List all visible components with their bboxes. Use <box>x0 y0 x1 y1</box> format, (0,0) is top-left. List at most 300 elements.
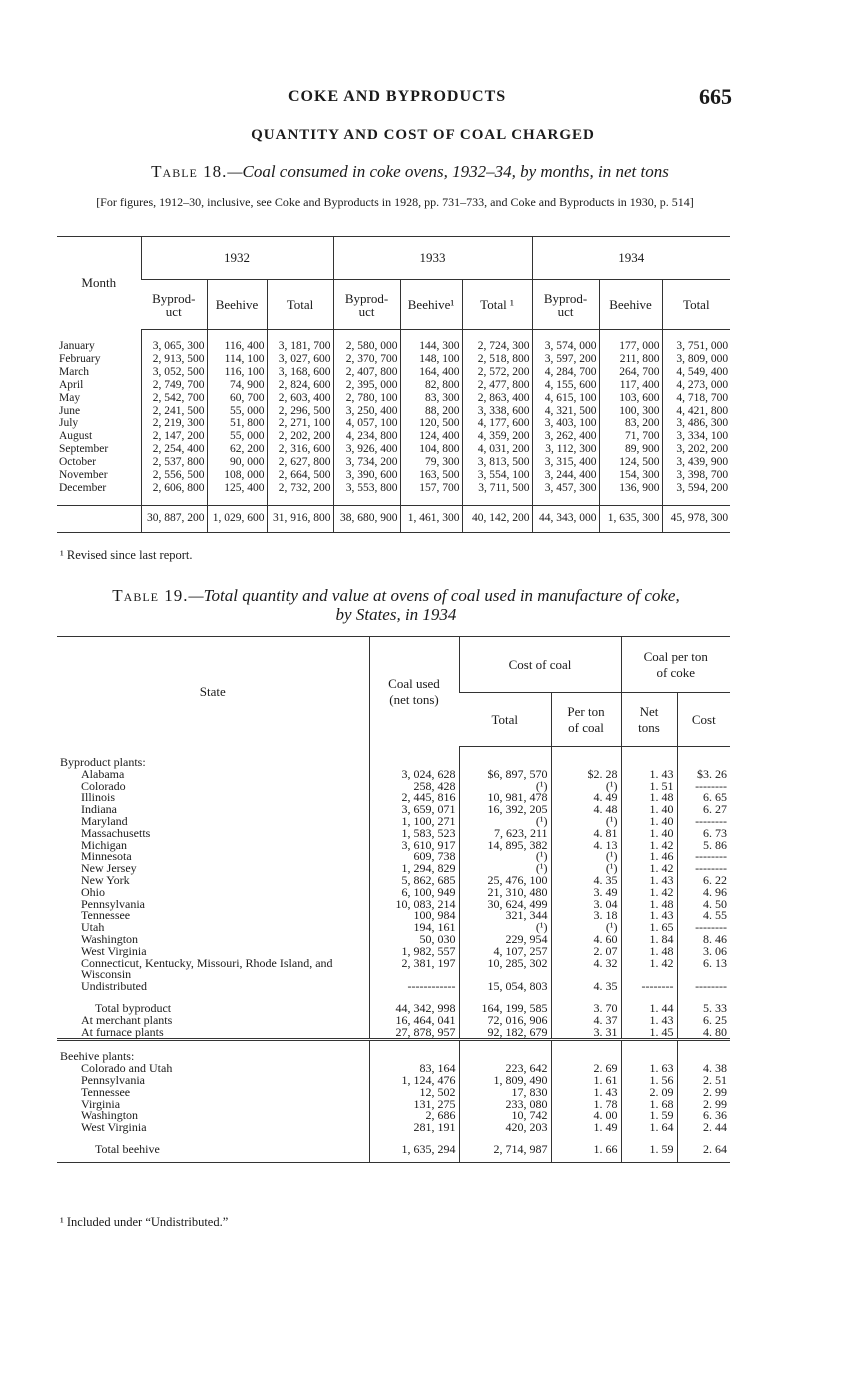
value-cell: 3, 065, 300 <box>141 340 207 353</box>
value-cell: 4, 155, 600 <box>532 379 599 392</box>
value-cell: 164, 400 <box>400 366 462 379</box>
value-cell: (¹) <box>459 922 551 934</box>
value-cell: 21, 310, 480 <box>459 887 551 899</box>
value-cell: 3, 334, 100 <box>662 430 730 443</box>
value-cell: 90, 000 <box>207 456 267 469</box>
table18-column-header: Total <box>267 280 333 330</box>
value-cell: 3, 594, 200 <box>662 482 730 495</box>
value-cell: (¹) <box>459 816 551 828</box>
value-cell: 1, 294, 829 <box>369 863 459 875</box>
month-cell: December <box>59 481 107 494</box>
value-cell: 3, 027, 600 <box>267 353 333 366</box>
value-cell: 25, 476, 100 <box>459 875 551 887</box>
value-cell: 3, 052, 500 <box>141 366 207 379</box>
value-cell: 1. 43 <box>551 1087 621 1099</box>
value-cell: 2, 686 <box>369 1110 459 1122</box>
value-cell: 104, 800 <box>400 443 462 456</box>
value-cell: (¹) <box>551 922 621 934</box>
value-cell: -------- <box>677 816 730 828</box>
value-cell: 1. 48 <box>621 946 677 958</box>
table-row <box>57 1027 730 1040</box>
table18-column-header: Beehive¹ <box>400 280 462 330</box>
state-cell: Ohio <box>81 884 105 899</box>
value-cell: 1. 59 <box>621 1144 677 1162</box>
month-cell: November <box>59 469 108 482</box>
value-cell: 3, 809, 000 <box>662 353 730 366</box>
value-cell: 3, 244, 400 <box>532 469 599 482</box>
value-cell: 3, 711, 500 <box>462 482 532 495</box>
value-cell: 12, 502 <box>369 1087 459 1099</box>
value-cell: 1, 124, 476 <box>369 1075 459 1087</box>
value-cell: 4, 421, 800 <box>662 405 730 418</box>
table-row <box>57 804 730 816</box>
year-1934-header: 1934 <box>532 237 730 280</box>
value-cell: 3, 457, 300 <box>532 482 599 495</box>
value-cell: 83, 300 <box>400 392 462 405</box>
value-cell: 3, 390, 600 <box>333 469 400 482</box>
value-cell: 2, 202, 200 <box>267 430 333 443</box>
value-cell: 4. 50 <box>677 899 730 911</box>
value-cell: 144, 300 <box>400 340 462 353</box>
value-cell: 1. 68 <box>621 1099 677 1111</box>
value-cell: 2, 296, 500 <box>267 405 333 418</box>
blank-cell <box>57 505 141 532</box>
table-row <box>57 482 730 495</box>
table-row <box>57 379 730 392</box>
total-cell: 1, 461, 300 <box>400 505 462 532</box>
value-cell: 2. 09 <box>621 1087 677 1099</box>
month-cell: August <box>59 430 93 443</box>
running-title: COKE AND BYPRODUCTS <box>288 88 507 105</box>
value-cell: 6. 73 <box>677 828 730 840</box>
value-cell: 4, 359, 200 <box>462 430 532 443</box>
value-cell: $6, 897, 570 <box>459 769 551 781</box>
total-cell: 40, 142, 200 <box>462 505 532 532</box>
month-cell: January <box>59 340 95 352</box>
state-cell: Washington <box>81 1108 139 1123</box>
value-cell: 1. 43 <box>621 1015 677 1027</box>
total-cell: 44, 343, 000 <box>532 505 599 532</box>
value-cell: 3. 06 <box>677 946 730 958</box>
value-cell: 3, 439, 900 <box>662 456 730 469</box>
table-row <box>57 353 730 366</box>
value-cell: 3, 403, 100 <box>532 417 599 430</box>
value-cell: 1. 63 <box>621 1063 677 1075</box>
value-cell: 2, 381, 197 <box>369 958 459 982</box>
value-cell: 2, 254, 400 <box>141 443 207 456</box>
table-row <box>57 851 730 863</box>
value-cell: 4, 234, 800 <box>333 430 400 443</box>
value-cell: 2, 241, 500 <box>141 405 207 418</box>
value-cell: 264, 700 <box>599 366 662 379</box>
value-cell: 3, 202, 200 <box>662 443 730 456</box>
value-cell: (¹) <box>459 851 551 863</box>
value-cell: 1. 46 <box>621 851 677 863</box>
value-cell: 7, 623, 211 <box>459 828 551 840</box>
table-row <box>57 781 730 793</box>
total-cell: 30, 887, 200 <box>141 505 207 532</box>
table-spacer <box>57 747 730 758</box>
table18-column-header: Beehive <box>207 280 267 330</box>
value-cell: 420, 203 <box>459 1122 551 1134</box>
table-row <box>57 1075 730 1087</box>
value-cell: -------- <box>677 781 730 793</box>
state-cell: Indiana <box>81 802 117 817</box>
value-cell: -------- <box>621 981 677 993</box>
value-cell: 1. 43 <box>621 769 677 781</box>
value-cell: 233, 080 <box>459 1099 551 1111</box>
value-cell: 1. 43 <box>621 875 677 887</box>
value-cell: 3. 04 <box>551 899 621 911</box>
value-cell: 10, 981, 478 <box>459 792 551 804</box>
month-cell: October <box>59 456 97 469</box>
value-cell: 4. 38 <box>677 1063 730 1075</box>
totals-row <box>57 505 730 532</box>
value-cell: 5, 862, 685 <box>369 875 459 887</box>
value-cell: 1. 66 <box>551 1144 621 1162</box>
state-header: State <box>57 637 369 747</box>
state-cell: Pennsylvania <box>81 896 145 911</box>
value-cell: 2, 407, 800 <box>333 366 400 379</box>
value-cell: 2. 07 <box>551 946 621 958</box>
value-cell: 229, 954 <box>459 934 551 946</box>
value-cell: (¹) <box>459 781 551 793</box>
value-cell: 1, 100, 271 <box>369 816 459 828</box>
value-cell: 14, 895, 382 <box>459 840 551 852</box>
table-row <box>57 456 730 469</box>
table-row <box>57 1087 730 1099</box>
value-cell: 4, 057, 100 <box>333 417 400 430</box>
month-cell: April <box>59 378 84 391</box>
value-cell: 2, 714, 987 <box>459 1144 551 1162</box>
value-cell: 4. 80 <box>677 1027 730 1040</box>
value-cell: 71, 700 <box>599 430 662 443</box>
value-cell: 321, 344 <box>459 910 551 922</box>
value-cell: 1. 42 <box>621 887 677 899</box>
value-cell: 3, 112, 300 <box>532 443 599 456</box>
value-cell: 4, 321, 500 <box>532 405 599 418</box>
table-row <box>57 934 730 946</box>
value-cell: 3, 813, 500 <box>462 456 532 469</box>
value-cell: 2, 749, 700 <box>141 379 207 392</box>
total-cell: 1, 635, 300 <box>599 505 662 532</box>
value-cell: 8. 46 <box>677 934 730 946</box>
value-cell: 1. 59 <box>621 1110 677 1122</box>
table18-caption-text: —Coal consumed in coke ovens, 1932–34, by months, in net tons <box>227 162 669 181</box>
table-row <box>57 469 730 482</box>
value-cell: 1. 61 <box>551 1075 621 1087</box>
value-cell: 2, 370, 700 <box>333 353 400 366</box>
value-cell: 136, 900 <box>599 482 662 495</box>
value-cell: 2, 316, 600 <box>267 443 333 456</box>
value-cell: 4, 107, 257 <box>459 946 551 958</box>
value-cell: 4. 32 <box>551 958 621 982</box>
month-cell: June <box>59 404 81 417</box>
value-cell: 6. 65 <box>677 792 730 804</box>
value-cell: 1. 64 <box>621 1122 677 1134</box>
value-cell: 17, 830 <box>459 1087 551 1099</box>
table-row <box>57 887 730 899</box>
value-cell: 2, 556, 500 <box>141 469 207 482</box>
value-cell: 3, 168, 600 <box>267 366 333 379</box>
value-cell: 2, 580, 000 <box>333 340 400 353</box>
value-cell: -------- <box>677 851 730 863</box>
table19-caption-line2: by States, in 1934 <box>335 605 457 624</box>
value-cell: 2, 542, 700 <box>141 392 207 405</box>
value-cell: 2, 603, 400 <box>267 392 333 405</box>
page-number: 665 <box>699 84 732 109</box>
table-row <box>57 828 730 840</box>
value-cell: -------- <box>677 863 730 875</box>
value-cell: 62, 200 <box>207 443 267 456</box>
value-cell: 2. 51 <box>677 1075 730 1087</box>
value-cell: -------- <box>677 922 730 934</box>
net-tons-header: Net tons <box>621 693 677 747</box>
state-cell: New York <box>81 872 130 887</box>
value-cell: 15, 054, 803 <box>459 981 551 993</box>
value-cell: 3, 338, 600 <box>462 405 532 418</box>
value-cell: 2, 724, 300 <box>462 340 532 353</box>
state-cell: Total byproduct <box>95 1000 172 1015</box>
year-1933-header: 1933 <box>333 237 532 280</box>
table-row <box>57 769 730 781</box>
value-cell: 89, 900 <box>599 443 662 456</box>
value-cell: 5. 33 <box>677 1003 730 1015</box>
table-row <box>57 1122 730 1134</box>
cost-header: Cost <box>677 693 730 747</box>
value-cell: 1. 40 <box>621 828 677 840</box>
value-cell: 4. 13 <box>551 840 621 852</box>
value-cell: 4. 60 <box>551 934 621 946</box>
value-cell: 1. 84 <box>621 934 677 946</box>
table18-column-header: Byprod- uct <box>141 280 207 330</box>
value-cell: 1. 43 <box>621 910 677 922</box>
value-cell: 1, 982, 557 <box>369 946 459 958</box>
table-row <box>57 392 730 405</box>
year-1932-header: 1932 <box>141 237 333 280</box>
value-cell: 1. 48 <box>621 899 677 911</box>
value-cell: (¹) <box>551 781 621 793</box>
value-cell: 2, 518, 800 <box>462 353 532 366</box>
table19-label: Table 19. <box>112 586 189 605</box>
value-cell: 124, 400 <box>400 430 462 443</box>
value-cell: 4, 273, 000 <box>662 379 730 392</box>
table-row <box>57 958 730 982</box>
value-cell: 3. 49 <box>551 887 621 899</box>
table-row <box>57 899 730 911</box>
month-cell: July <box>59 417 79 430</box>
state-cell: At merchant plants <box>81 1012 173 1027</box>
value-cell: (¹) <box>551 816 621 828</box>
value-cell: 2, 824, 600 <box>267 379 333 392</box>
total-cell: 1, 029, 600 <box>207 505 267 532</box>
table-row <box>57 840 730 852</box>
month-cell: February <box>59 352 101 365</box>
value-cell: 3. 18 <box>551 910 621 922</box>
value-cell: 6, 100, 949 <box>369 887 459 899</box>
value-cell: 3, 926, 400 <box>333 443 400 456</box>
value-cell: 1, 583, 523 <box>369 828 459 840</box>
value-cell: 1. 78 <box>551 1099 621 1111</box>
value-cell: 16, 464, 041 <box>369 1015 459 1027</box>
total-cell: 38, 680, 900 <box>333 505 400 532</box>
total-cost-header: Total <box>459 693 551 747</box>
table18-column-header: Byprod- uct <box>532 280 599 330</box>
value-cell: 4, 615, 100 <box>532 392 599 405</box>
state-cell: Connecticut, Kentucky, Missouri, Rhode Island, and Wisconsin <box>81 955 333 982</box>
table18-column-header: Byprod- uct <box>333 280 400 330</box>
table18-column-header: Total <box>662 280 730 330</box>
table-row <box>57 922 730 934</box>
value-cell: 1. 40 <box>621 816 677 828</box>
value-cell: 3, 553, 800 <box>333 482 400 495</box>
value-cell: 4. 55 <box>677 910 730 922</box>
value-cell: 1. 42 <box>621 958 677 982</box>
value-cell: 6. 22 <box>677 875 730 887</box>
value-cell: 74, 900 <box>207 379 267 392</box>
value-cell: 2. 69 <box>551 1063 621 1075</box>
value-cell: 83, 164 <box>369 1063 459 1075</box>
table-row <box>57 816 730 828</box>
state-cell: West Virginia <box>81 943 147 958</box>
state-cell: Illinois <box>81 790 116 805</box>
value-cell: 125, 400 <box>207 482 267 495</box>
value-cell: 154, 300 <box>599 469 662 482</box>
table-row <box>57 875 730 887</box>
value-cell: 114, 100 <box>207 353 267 366</box>
value-cell: 4, 718, 700 <box>662 392 730 405</box>
state-cell: At furnace plants <box>81 1024 164 1039</box>
value-cell: 100, 300 <box>599 405 662 418</box>
value-cell: 258, 428 <box>369 781 459 793</box>
section-title: QUANTITY AND COST OF COAL CHARGED <box>251 127 595 143</box>
value-cell: $2. 28 <box>551 769 621 781</box>
value-cell: 2, 147, 200 <box>141 430 207 443</box>
coal-used-header: Coal used (net tons) <box>369 637 459 747</box>
value-cell: 3. 31 <box>551 1027 621 1040</box>
value-cell: $3. 26 <box>677 769 730 781</box>
value-cell: 4. 48 <box>551 804 621 816</box>
value-cell: 211, 800 <box>599 353 662 366</box>
month-cell: May <box>59 391 81 404</box>
value-cell: 3, 751, 000 <box>662 340 730 353</box>
table-row <box>57 981 730 993</box>
value-cell: 177, 000 <box>599 340 662 353</box>
value-cell: 1. 44 <box>621 1003 677 1015</box>
value-cell: 1. 42 <box>621 840 677 852</box>
value-cell: 3. 70 <box>551 1003 621 1015</box>
value-cell: 103, 600 <box>599 392 662 405</box>
value-cell: 2, 219, 300 <box>141 417 207 430</box>
state-cell: Colorado and Utah <box>81 1061 173 1076</box>
value-cell: 1. 45 <box>621 1027 677 1040</box>
value-cell: 3, 659, 071 <box>369 804 459 816</box>
value-cell: 2, 780, 100 <box>333 392 400 405</box>
value-cell: 117, 400 <box>599 379 662 392</box>
value-cell: 72, 016, 906 <box>459 1015 551 1027</box>
total-cell: 45, 978, 300 <box>662 505 730 532</box>
page-header <box>0 84 846 114</box>
value-cell: 3, 398, 700 <box>662 469 730 482</box>
value-cell: 55, 000 <box>207 405 267 418</box>
table-row <box>57 405 730 418</box>
value-cell: 3, 262, 400 <box>532 430 599 443</box>
value-cell: 10, 083, 214 <box>369 899 459 911</box>
value-cell: 1. 51 <box>621 781 677 793</box>
value-cell: 124, 500 <box>599 456 662 469</box>
value-cell: 44, 342, 998 <box>369 1003 459 1015</box>
table-row <box>57 1099 730 1111</box>
value-cell: 2, 627, 800 <box>267 456 333 469</box>
value-cell: 3, 610, 917 <box>369 840 459 852</box>
value-cell: 30, 624, 499 <box>459 899 551 911</box>
value-cell: 88, 200 <box>400 405 462 418</box>
state-cell: Maryland <box>81 813 128 828</box>
value-cell: 3, 554, 100 <box>462 469 532 482</box>
byproduct-heading-row <box>57 757 730 769</box>
state-cell: West Virginia <box>81 1120 147 1135</box>
value-cell: 2. 64 <box>677 1144 730 1162</box>
value-cell: 82, 800 <box>400 379 462 392</box>
value-cell: 148, 100 <box>400 353 462 366</box>
table-spacer <box>57 1040 730 1052</box>
value-cell: 6. 13 <box>677 958 730 982</box>
value-cell: 3, 250, 400 <box>333 405 400 418</box>
value-cell: 6. 25 <box>677 1015 730 1027</box>
value-cell: (¹) <box>551 851 621 863</box>
value-cell: 6. 36 <box>677 1110 730 1122</box>
value-cell: 4, 549, 400 <box>662 366 730 379</box>
value-cell: 157, 700 <box>400 482 462 495</box>
value-cell: 4. 96 <box>677 887 730 899</box>
total-cell: 31, 916, 800 <box>267 505 333 532</box>
group-heading: Byproduct plants: <box>60 755 146 769</box>
value-cell: 2, 537, 800 <box>141 456 207 469</box>
table18-note: [For figures, 1912–30, inclusive, see Coke and Byproducts in 1928, pp. 731–733, and Coke and Byproducts in 1930, p. 514] <box>96 195 694 209</box>
value-cell: 2, 477, 800 <box>462 379 532 392</box>
value-cell: 1, 635, 294 <box>369 1144 459 1162</box>
value-cell: 27, 878, 957 <box>369 1027 459 1040</box>
month-cell: March <box>59 365 90 378</box>
value-cell: 1. 48 <box>621 792 677 804</box>
value-cell: 4, 177, 600 <box>462 417 532 430</box>
month-cell: September <box>59 443 109 456</box>
table-row <box>57 1063 730 1075</box>
value-cell: 108, 000 <box>207 469 267 482</box>
value-cell: 60, 700 <box>207 392 267 405</box>
value-cell: 50, 030 <box>369 934 459 946</box>
table-spacer <box>57 495 730 506</box>
value-cell: 223, 642 <box>459 1063 551 1075</box>
table-row <box>57 366 730 379</box>
coal-per-ton-header: Coal per ton of coke <box>621 637 730 693</box>
table-row <box>57 417 730 430</box>
table18-label: Table 18. <box>151 162 228 181</box>
value-cell: ------------ <box>369 981 459 993</box>
state-cell: New Jersey <box>81 861 137 876</box>
value-cell: -------- <box>677 981 730 993</box>
value-cell: 2, 606, 800 <box>141 482 207 495</box>
value-cell: 3, 597, 200 <box>532 353 599 366</box>
value-cell: 2. 99 <box>677 1099 730 1111</box>
value-cell: 3, 181, 700 <box>267 340 333 353</box>
value-cell: 4, 284, 700 <box>532 366 599 379</box>
cost-of-coal-header: Cost of coal <box>459 637 621 693</box>
value-cell: 79, 300 <box>400 456 462 469</box>
value-cell: 1. 40 <box>621 804 677 816</box>
value-cell: 3, 734, 200 <box>333 456 400 469</box>
table-row <box>57 1144 730 1162</box>
